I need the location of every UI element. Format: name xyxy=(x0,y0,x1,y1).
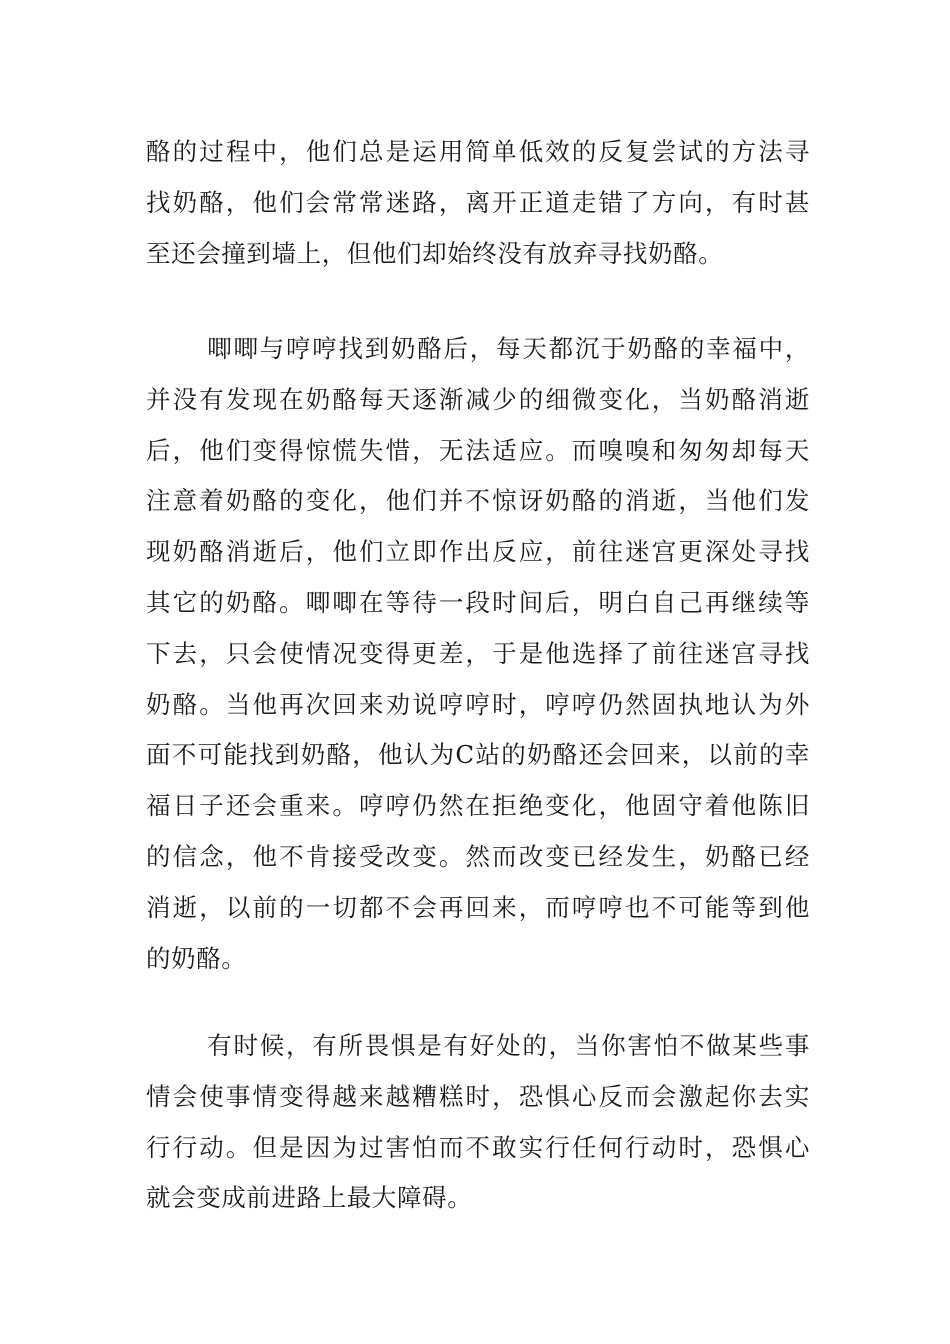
paragraph-line: 情会使事情变得越来越糟糕时，恐惧心反而会激起你去实 xyxy=(146,1081,810,1111)
paragraph-line: 找奶酪，他们会常常迷路，离开正道走错了方向，有时甚 xyxy=(146,187,810,217)
paragraph-line: 并没有发现在奶酪每天逐渐减少的细微变化，当奶酪消逝 xyxy=(146,384,810,414)
paragraph-2 xyxy=(146,324,810,984)
paragraph-line: 福日子还会重来。哼哼仍然在拒绝变化，他固守着他陈旧 xyxy=(146,791,810,821)
paragraph-1 xyxy=(146,127,810,279)
paragraph-line: 行行动。但是因为过害怕而不敢实行任何行动时，恐惧心 xyxy=(146,1132,810,1162)
paragraph-line: 其它的奶酪。唧唧在等待一段时间后，明白自己再继续等 xyxy=(146,587,810,617)
paragraph-3 xyxy=(146,1021,810,1224)
paragraph-line: 唧唧与哼哼找到奶酪后，每天都沉于奶酪的幸福中， xyxy=(207,334,810,363)
paragraph-line: 后，他们变得惊慌失惜，无法适应。而嗅嗅和匆匆却每天 xyxy=(146,435,810,465)
paragraph-line: 的信念，他不肯接受改变。然而改变已经发生，奶酪已经 xyxy=(146,841,810,871)
paragraph-line: 现奶酪消逝后，他们立即作出反应，前往迷宫更深处寻找 xyxy=(146,537,810,567)
paragraph-line: 就会变成前进路上最大障碍。 xyxy=(146,1183,473,1213)
paragraph-line: 面不可能找到奶酪，他认为C站的奶酪还会回来，以前的幸 xyxy=(146,740,810,770)
paragraph-line: 消逝，以前的一切都不会再回来，而哼哼也不可能等到他 xyxy=(146,892,810,922)
paragraph-line: 至还会撞到墙上，但他们却始终没有放弃寻找奶酪。 xyxy=(146,238,724,268)
paragraph-line: 奶酪。当他再次回来劝说哼哼时，哼哼仍然固执地认为外 xyxy=(146,689,810,719)
paragraph-line: 注意着奶酪的变化，他们并不惊讶奶酪的消逝，当他们发 xyxy=(146,486,810,516)
paragraph-line: 下去，只会使情况变得更差，于是他选择了前往迷宫寻找 xyxy=(146,638,810,668)
paragraph-line: 的奶酪。 xyxy=(146,943,247,973)
paragraph-line: 有时候，有所畏惧是有好处的，当你害怕不做某些事 xyxy=(207,1031,810,1060)
paragraph-line: 酪的过程中，他们总是运用简单低效的反复尝试的方法寻 xyxy=(146,137,810,166)
